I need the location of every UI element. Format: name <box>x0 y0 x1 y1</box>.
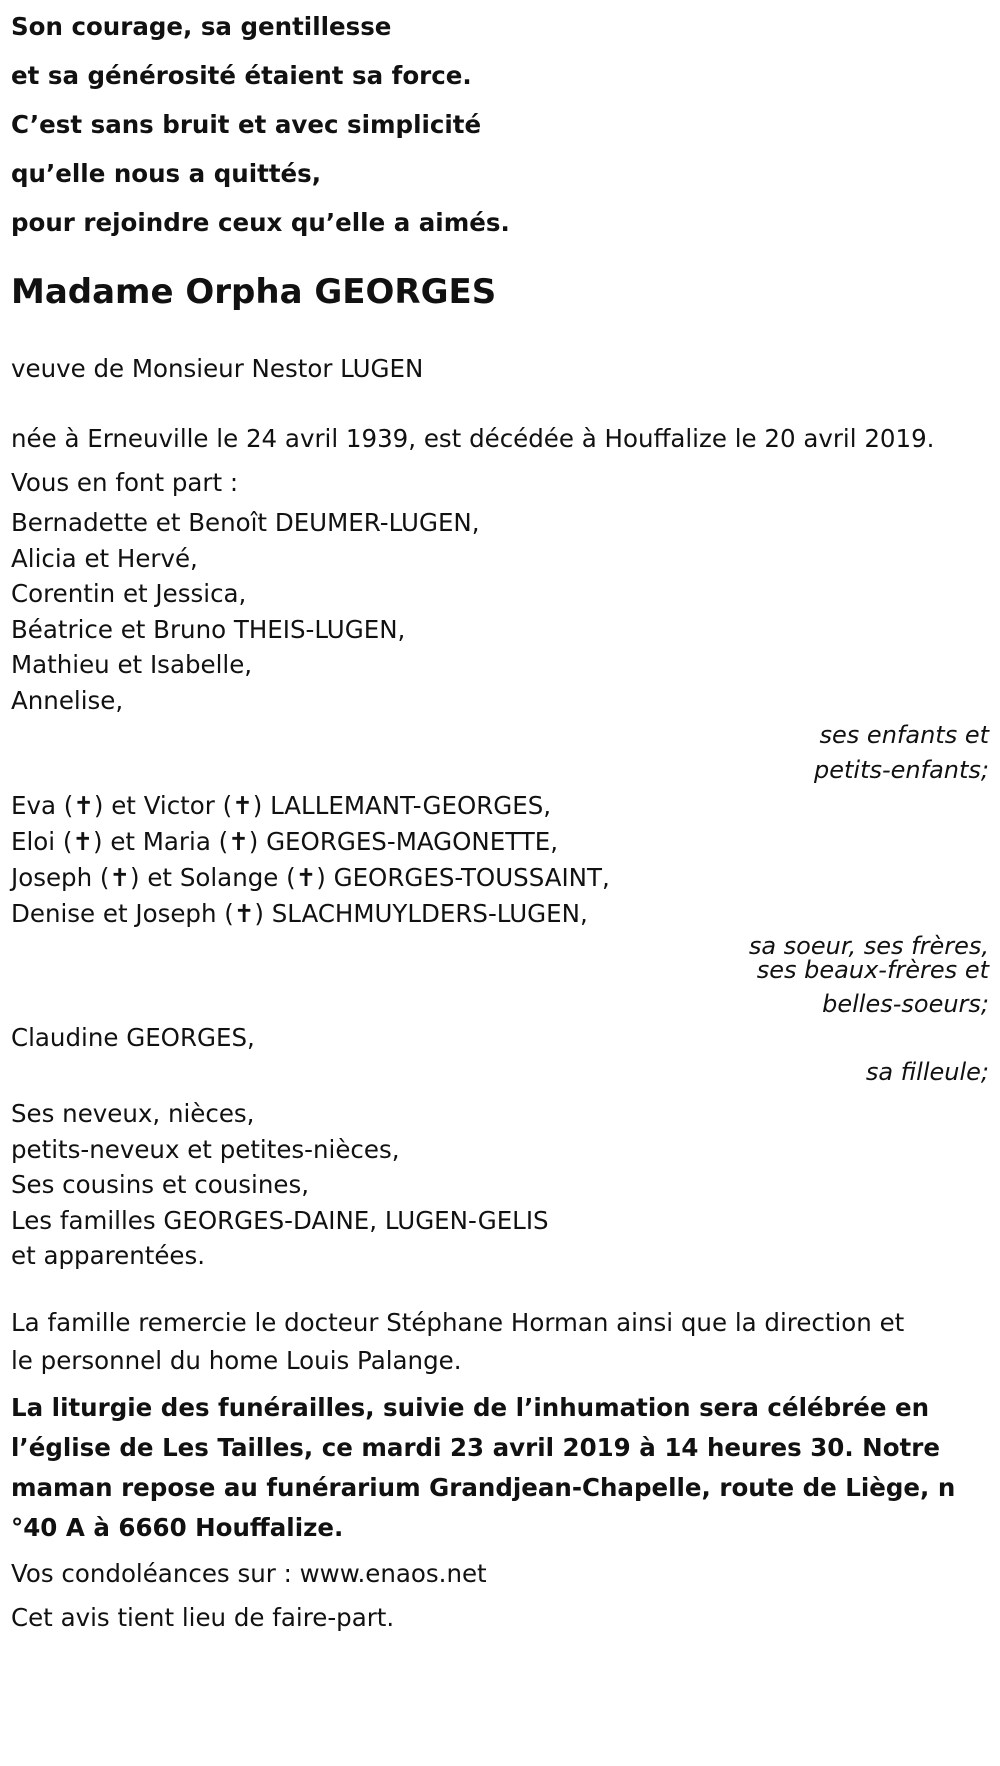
children-list <box>11 505 989 718</box>
list-item: Ses cousins et cousines, <box>11 1170 309 1199</box>
list-item: Eva (✝) et Victor (✝) LALLEMANT-GEORGES, <box>11 791 552 820</box>
list-item: Bernadette et Benoît DEUMER-LUGEN, <box>11 508 480 537</box>
epigraph-line: qu’elle nous a quittés, <box>11 159 322 188</box>
announce: Vous en font part : <box>11 468 239 497</box>
extended-family <box>11 1096 989 1274</box>
siblings-list <box>11 788 989 932</box>
condolences: Vos condoléances sur : www.enaos.net <box>11 1558 487 1588</box>
epigraph-line: Son courage, sa gentillesse <box>11 12 392 41</box>
role-line: sa soeur, ses frères, <box>748 932 989 960</box>
funeral-line: maman repose au funérarium Grandjean-Chapelle, route de Liège, n <box>11 1472 956 1502</box>
goddaughter-role: sa filleule; <box>865 1058 989 1086</box>
role-line: petits-enfants; <box>814 756 989 784</box>
epigraph-line: C’est sans bruit et avec simplicité <box>11 110 482 139</box>
cross-icon: ✝ <box>109 863 131 892</box>
list-item: Corentin et Jessica, <box>11 579 247 608</box>
funeral-line: l’église de Les Tailles, ce mardi 23 avril 2019 à 14 heures 30. Notre <box>11 1432 940 1462</box>
widow-of: veuve de Monsieur Nestor LUGEN <box>11 354 424 383</box>
cross-icon: ✝ <box>228 827 249 856</box>
cross-icon: ✝ <box>295 863 317 892</box>
funeral-line: La liturgie des funérailles, suivie de l’inhumation sera célébrée en <box>11 1392 930 1422</box>
list-item: petits-neveux et petites-nièces, <box>11 1134 400 1164</box>
epigraph-line: et sa générosité étaient sa force. <box>11 61 472 90</box>
cross-icon: ✝ <box>73 791 94 820</box>
siblings-role <box>11 934 989 1024</box>
notice: Cet avis tient lieu de faire-part. <box>11 1602 395 1632</box>
list-item: Denise et Joseph (✝) SLACHMUYLDERS-LUGEN, <box>11 899 588 928</box>
role-line: ses beaux-frères et <box>756 956 989 984</box>
thanks-line: le personnel du home Louis Palange. <box>11 1345 462 1375</box>
epigraph-line: pour rejoindre ceux qu’elle a aimés. <box>11 208 510 237</box>
children-role <box>11 718 989 788</box>
list-item: Joseph (✝) et Solange (✝) GEORGES-TOUSSAINT, <box>11 863 610 892</box>
list-item: et apparentées. <box>11 1241 206 1270</box>
thanks-line: La famille remercie le docteur Stéphane Horman ainsi que la direction et <box>11 1307 905 1337</box>
goddaughter: Claudine GEORGES, <box>11 1023 255 1052</box>
cross-icon: ✝ <box>72 827 93 856</box>
funeral-details <box>11 1388 989 1548</box>
birth-death: née à Erneuville le 24 avril 1939, est décédée à Houffalize le 20 avril 2019. <box>11 424 935 453</box>
list-item: Annelise, <box>11 685 124 715</box>
list-item: Béatrice et Bruno THEIS-LUGEN, <box>11 614 406 644</box>
thanks <box>11 1304 989 1380</box>
list-item: Ses neveux, nièces, <box>11 1099 255 1128</box>
funeral-line: °40 A à 6660 Houffalize. <box>11 1512 344 1542</box>
deceased-name: Madame Orpha GEORGES <box>11 272 497 312</box>
epigraph <box>11 0 989 247</box>
cross-icon: ✝ <box>232 791 253 820</box>
list-item: Les familles GEORGES-DAINE, LUGEN-GELIS <box>11 1205 549 1235</box>
role-line: belles-soeurs; <box>822 990 989 1018</box>
list-item: Eloi (✝) et Maria (✝) GEORGES-MAGONETTE, <box>11 827 559 856</box>
role-line: ses enfants et <box>819 721 989 749</box>
cross-icon: ✝ <box>233 899 255 928</box>
list-item: Mathieu et Isabelle, <box>11 650 253 679</box>
list-item: Alicia et Hervé, <box>11 543 198 573</box>
